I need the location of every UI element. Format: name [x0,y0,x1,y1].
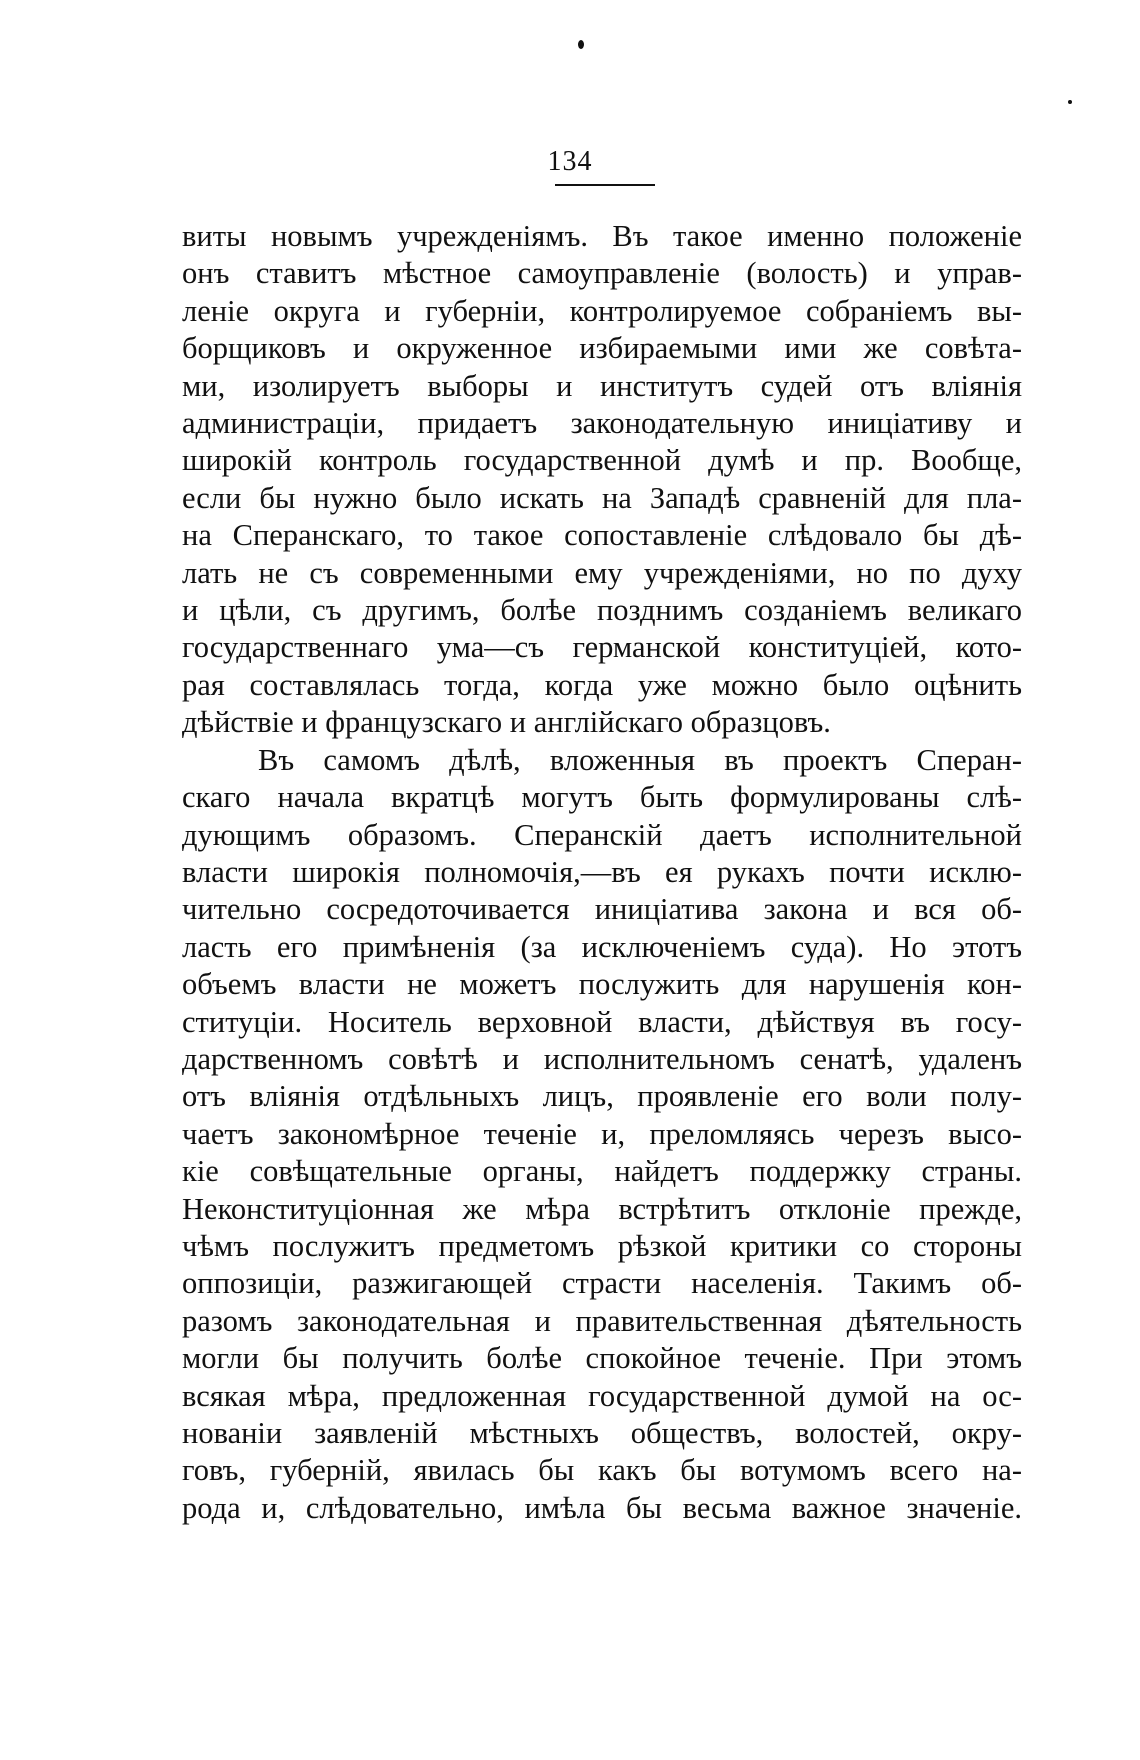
text-line: рода и, слѣдовательно, имѣла бы весьма важное значеніе. [182,1490,1022,1525]
text-line: Неконституціонная же мѣра встрѣтитъ отклоніе прежде, [182,1191,1022,1226]
text-line: отъ вліянія отдѣльныхъ лицъ, проявленіе его воли полу- [182,1079,1022,1114]
text-line: если бы нужно было искать на Западѣ сравненій для пла- [182,480,1022,515]
text-line: разомъ законодательная и правительственная дѣятельность [182,1303,1022,1338]
text-line: онъ ставитъ мѣстное самоуправленіе (волость) и управ- [182,256,1022,291]
text-line: государственнаго ума—съ германской конституціей, кото- [182,630,1022,665]
text-line: и цѣли, съ другимъ, болѣе позднимъ созданіемъ великаго [182,593,1022,628]
paragraph-end-line: дѣйствіе и французскаго и англійскаго образцовъ. [182,705,831,740]
text-line: рая составлялась тогда, когда уже можно было оцѣнить [182,667,1022,702]
page-number-rule [555,184,655,186]
text-line: администраціи, придаетъ законодательную иниціативу и [182,406,1022,441]
page-number: 134 [547,146,593,177]
ink-speck-top [578,40,584,49]
text-line: ми, изолируетъ выборы и институтъ судей отъ вліянія [182,368,1022,403]
text-line: чительно сосредоточивается иниціатива закона и вся об- [182,892,1022,927]
ink-speck-right [1068,100,1072,104]
text-line: лать не съ современными ему учрежденіями, но по духу [182,555,1022,590]
text-line: дующимъ образомъ. Сперанскій даетъ исполнительной [182,817,1022,852]
text-line: объемъ власти не можетъ послужить для нарушенія кон- [182,967,1022,1002]
text-line: ституціи. Носитель верховной власти, дѣйствуя въ госу- [182,1004,1022,1039]
text-line: говъ, губерній, явилась бы какъ бы вотумомъ всего на- [182,1453,1022,1488]
text-line: дарственномъ совѣтѣ и исполнительномъ сенатѣ, удаленъ [182,1041,1022,1076]
body-text [182,218,1022,1527]
text-line: могли бы получить болѣе спокойное теченіе. При этомъ [182,1341,1022,1376]
text-line: на Сперанскаго, то такое сопоставленіе слѣдовало бы дѣ- [182,518,1022,553]
text-line: оппозиціи, разжигающей страсти населенія. Такимъ об- [182,1266,1022,1301]
text-line: чаетъ закономѣрное теченіе и, преломляясь черезъ высо- [182,1116,1022,1151]
paragraph-start-line: Въ самомъ дѣлѣ, вложенныя въ проектъ Сперан- [258,742,1022,777]
text-line: всякая мѣра, предложенная государственной думой на ос- [182,1378,1022,1413]
text-line: широкій контроль государственной думѣ и пр. Вообще, [182,443,1022,478]
text-line: чѣмъ послужитъ предметомъ рѣзкой критики со стороны [182,1228,1022,1263]
text-line: скаго начала вкратцѣ могутъ быть формулированы слѣ- [182,780,1022,815]
text-line: власти широкія полномочія,—въ ея рукахъ почти исклю- [182,854,1022,889]
text-line: кіе совѣщательные органы, найдетъ поддержку страны. [182,1154,1022,1189]
text-line: борщиковъ и окруженное избираемыми ими же совѣта- [182,331,1022,366]
text-line: леніе округа и губерніи, контролируемое собраніемъ вы- [182,293,1022,328]
text-line: виты новымъ учрежденіямъ. Въ такое именно положеніе [182,219,1022,253]
text-line: ласть его примѣненія (за исключеніемъ суда). Но этотъ [182,929,1022,964]
text-line: нованіи заявленій мѣстныхъ обществъ, волостей, окру- [182,1416,1022,1450]
